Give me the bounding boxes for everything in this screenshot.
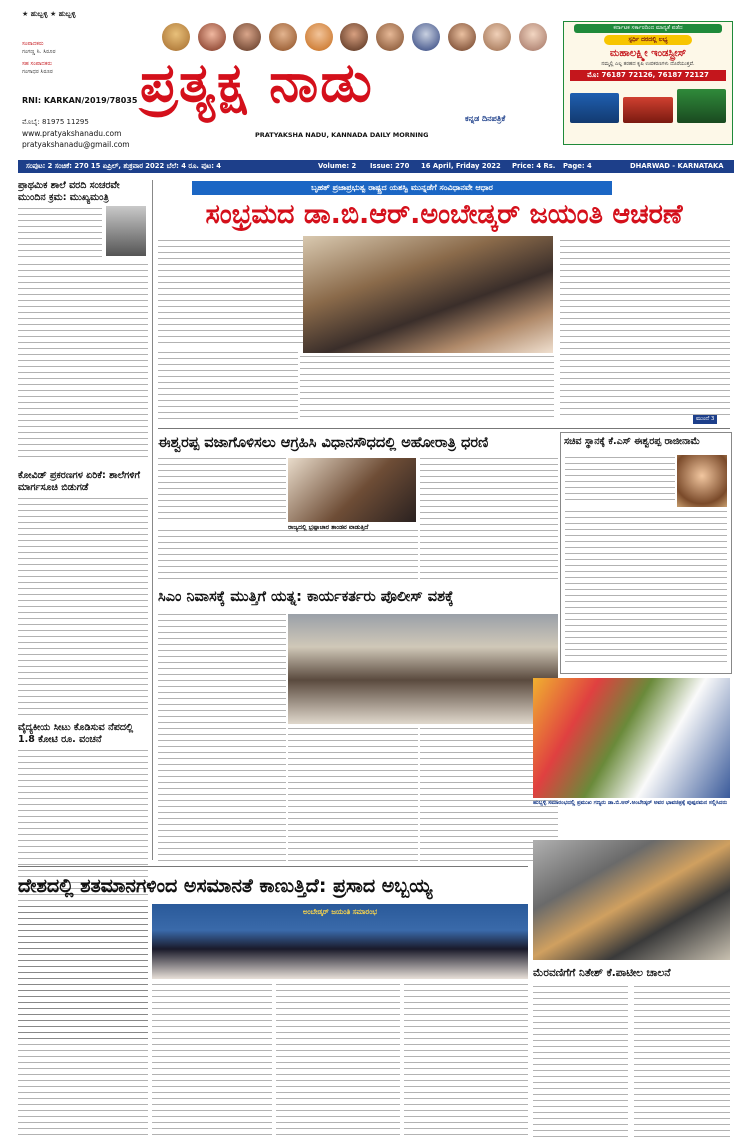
section-rule [158,428,730,429]
dateline-page: Page: 4 [563,162,592,170]
protest-photo [288,614,558,724]
lead-body [560,240,730,420]
ad-machinery-image [570,85,726,123]
dateline-price: Price: 4 Rs. [512,162,556,170]
masthead-subtitle: ಕನ್ನಡ ದಿನಪತ್ರಿಕೆ [465,114,506,123]
more-tag[interactable]: ಮುಂದೆ 3 [693,415,717,424]
coeditor-label: ಸಹ ಸಂಪಾದಕರು [22,61,52,67]
dateline-volume: Volume: 2 [318,162,357,170]
dateline-date: 16 April, Friday 2022 [421,162,501,170]
left-story-1-headline[interactable]: ಪ್ರಾಥಮಿಕ ಶಾಲೆ ವರದಿ ಸಂಚರವೇ ಮುಂದಿನ ಕ್ರಮ: ಮುಖ್ಯಮಂತ್ರಿ [18,180,120,203]
portrait-photo [269,23,297,51]
eshwarappa-photo [288,458,416,522]
mid-story-c-body [276,984,400,1138]
portrait-photo [448,23,476,51]
website-link[interactable]: www.pratyakshanadu.com [22,129,122,138]
lead-body [300,356,554,418]
mid-story-a-quote: ರಾಜ್ಯದಲ್ಲಿ ಭ್ರಷ್ಟಾಚಾರ ತಾಂಡವ ವಾಡುತ್ತಿದೆ [288,524,369,531]
right-story-a-headline[interactable]: ಸಚಿವ ಸ್ಥಾನಕ್ಕೆ ಕೆ.ಎಸ್ ಈಶ್ವರಪ್ಪ ರಾಜೀನಾಮೆ [564,436,700,447]
portrait-photo [376,23,404,51]
dateline-place: DHARWAD - KARNATAKA [630,162,724,170]
ad-address: ನಮ್ಮಲ್ಲಿ ಎಲ್ಲ ತರಹದ ಕೃಷಿ ಉಪಕರಣಗಳು ದೊರೆಯುತ್ತವೆ. [601,61,695,67]
mid-story-c-body [152,984,272,1138]
mid-story-b-headline[interactable]: ಸಿಎಂ ನಿವಾಸಕ್ಕೆ ಮುತ್ತಿಗೆ ಯತ್ನ: ಕಾರ್ಯಕರ್ತರು ಪೊಲೀಸ್ ವಶಕ್ಕೆ [158,589,454,605]
masthead-logo: ಪ್ರತ್ಯಕ್ಷ ನಾಡು [140,51,374,114]
dateline-issue: Issue: 270 [370,162,410,170]
right-story-a-box [560,432,732,674]
lead-body [158,352,298,420]
advertisement[interactable] [563,21,733,145]
phone-number: ಮೊಬೈ: 81975 11295 [22,118,89,126]
leader-portraits [162,23,547,53]
masthead [0,0,750,148]
top-tagline: ★ ಹುಬ್ಬಳ್ಳಿ ★ ಹುಬ್ಬಳ್ಳಿ [22,10,76,18]
dateline-kannada: ಸಂಪುಟ: 2 ಸಂಚಿಕೆ: 270 15 ಏಪ್ರಿಲ್, ಶುಕ್ರವಾರ 2022 ಬೆಲೆ: 4 ರೂ. ಪುಟ: 4 [26,162,222,170]
left-story-1-body [18,208,102,262]
dateline-bar [18,160,734,173]
lead-event-photo [303,236,553,353]
right-story-b-headline[interactable]: ಮೆರವಣಿಗೆಗೆ ನಿತೇಶ್ ಕೆ.ಪಾಟೀಲ ಚಾಲನೆ [533,967,671,979]
left-column [18,180,148,890]
mid-story-a-body [158,530,418,580]
mid-story-a-body [158,458,286,524]
right-story-b-body [533,986,628,1138]
tribute-caption: ಹುಬ್ಬಳ್ಳಿ ಸಮಾರಂಭದಲ್ಲಿ ಪ್ರಮುಖ ಗಣ್ಯರು ಡಾ.ಬಿ.ಆರ್.ಅಂಬೇಡ್ಕರ್ ಅವರ ಭಾವಚಿತ್ರಕ್ಕೆ ಪುಷ್ಪನಮನ ಸಲ್ಲಿಸಿದರು [533,800,728,806]
prasad-event-photo [152,904,528,979]
portrait-photo [162,23,190,51]
section-rule [18,866,528,867]
lead-headline[interactable]: ಸಂಭ್ರಮದ ಡಾ.ಬಿ.ಆರ್.ಅಂಬೇಡ್ಕರ್ ಜಯಂತಿ ಆಚರಣೆ [205,199,683,230]
left-story-1-body [18,264,148,462]
rni-number: RNI: KARKAN/2019/78035 [22,96,138,105]
ambedkar-tribute-photo [533,678,730,798]
left-story-2-headline[interactable]: ಕೋವಿಡ್ ಪ್ರಕರಣಗಳ ಏರಿಕೆ: ಶಾಲೆಗಳಿಗೆ ಮಾರ್ಗಸೂಚಿ ಬಿಡುಗಡೆ [18,470,141,493]
eshwarappa-portrait [677,455,727,507]
mid-story-a-headline[interactable]: ಈಶ್ವರಪ್ಪ ವಜಾಗೊಳಿಸಲು ಆಗ್ರಹಿಸಿ ವಿಧಾನಸೌಧದಲ್ಲಿ ಅಹೋರಾತ್ರಿ ಧರಣಿ [158,435,489,451]
procession-photo [533,840,730,960]
cm-portrait-photo [106,206,146,256]
mid-story-c-headline[interactable]: ದೇಶದಲ್ಲಿ ಶತಮಾನಗಳಿಂದ ಅಸಮಾನತೆ ಕಾಣುತ್ತಿದೆ: ಪ್ರಸಾದ ಅಬ್ಬಯ್ಯ [18,875,433,897]
portrait-photo [305,23,333,51]
portrait-photo [198,23,226,51]
left-story-3-headline[interactable]: ವೈದ್ಯಕೀಯ ಸೀಟು ಕೊಡಿಸುವ ನೆಪದಲ್ಲಿ 1.8 ಕೋಟಿ ರೂ. ವಂಚನೆ [18,722,134,745]
mid-story-c-body [404,984,528,1138]
mid-story-c-body [18,906,148,1138]
ad-contact: ಮೊ: 76187 72126, 76187 72127 [570,70,726,81]
event-banner: ಅಂಬೇಡ್ಕರ್ ಜಯಂತಿ ಸಮಾರಂಭ [302,908,378,916]
email-link[interactable]: pratyakshanadu@gmail.com [22,140,130,149]
right-story-b-body [634,986,730,1138]
coeditor-name: ಗಂಗಾಧರ ಸಿರೂರ [22,69,53,75]
mid-story-b-body [288,728,418,862]
masthead-english: PRATYAKSHA NADU, KANNADA DAILY MORNING [255,131,429,139]
mid-story-a-body [420,458,558,580]
mid-story-b-body [158,614,286,862]
left-story-2-body [18,498,148,716]
ad-company: ಮಹಾಲಕ್ಷ್ಮೀ ಇಂಡಸ್ಟ್ರೀಸ್ [609,48,687,59]
editor-label: ಸಂಪಾದಕರು [22,41,44,47]
ad-badge: ಸ್ಪರ್ಧಿ ದರದಲ್ಲಿ ಲಭ್ಯ [604,35,692,45]
portrait-photo [233,23,261,51]
portrait-photo [483,23,511,51]
editor-block [22,40,132,76]
editor-name: ಗಂಗಣ್ಣ ಸಿ. ಸಿರೂರ [22,49,56,55]
portrait-photo [412,23,440,51]
portrait-photo [519,23,547,51]
lead-body [158,240,303,348]
right-story-a-body [565,511,727,667]
right-story-a-body [565,457,675,505]
column-divider [152,180,153,860]
lead-kicker: ಬೃಹತ್ ಪ್ರಜಾಪ್ರಭುತ್ವ ರಾಷ್ಟ್ರದ ಯಶಸ್ವಿ ಮುನ್ನಡೆಗೆ ಸಂವಿಧಾನವೇ ಆಧಾರ [192,181,612,195]
ad-top-line: ಕರ್ನಾಟಕ ಸರ್ಕಾರದಿಂದ ಮಾನ್ಯತೆ ಪಡೆದ [574,24,722,33]
portrait-photo [340,23,368,51]
